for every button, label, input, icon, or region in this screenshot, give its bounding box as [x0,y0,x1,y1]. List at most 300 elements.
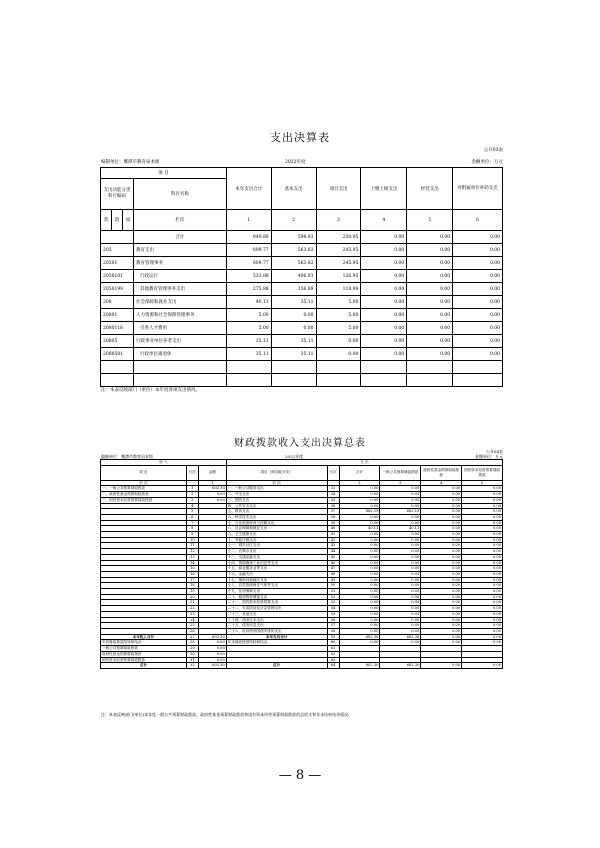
row-code: 2080501 [101,348,134,361]
col-index-label: 栏次 [133,210,226,231]
row-code: 2050199 [101,283,134,296]
cell: 0.00 [380,640,421,646]
cell: 5 [186,509,198,515]
expense-item: 十九、住房保障支出 [226,589,327,595]
sum-row [101,663,503,669]
cell: 0.00 [407,322,453,335]
cell: 0.00 [361,257,407,270]
cell: 0.00 [421,594,462,600]
cell: 59 [327,634,339,640]
cell: 0.00 [421,611,462,617]
cell: 0.00 [462,532,503,538]
cell: 0.00 [421,606,462,612]
cell: 8 [186,526,198,532]
col-header-1: 本年支出合计 [226,168,271,210]
cell: 0.00 [462,634,503,640]
cell: 15 [186,566,198,572]
cell: 0.00 [462,623,503,629]
cell: 0.00 [462,606,503,612]
cell: 0.00 [462,554,503,560]
expense-item: 十三、交通运输支出 [226,554,327,560]
cell: 0.00 [421,600,462,606]
cell: 0.00 [380,549,421,555]
table-row [101,283,503,296]
cell: 46 [327,560,339,566]
expense-item: 十四、资源勘探工业信息等支出 [226,560,327,566]
table-row [101,309,503,322]
cell: 682.19 [380,509,421,515]
col-index: 1 [226,210,271,231]
exp-index: 5 [462,480,503,486]
col-header-5: 经营支出 [407,168,453,210]
lineno-label: 行次 [186,465,198,480]
cell: 33 [327,486,339,492]
cell: 0.00 [380,492,421,498]
expense-item: 二十四、债务还本支出 [226,617,327,623]
cell: 0.00 [339,554,380,560]
row-code: 20805 [101,335,134,348]
income-item: 二、政府性基金预算财政拨款 [101,492,187,498]
cell: 682.19 [339,509,380,515]
cell: 0.00 [339,583,380,589]
cell: 0.00 [380,532,421,538]
cell: 0.00 [339,532,380,538]
cell: 0.00 [421,634,462,640]
cell: 24 [186,617,198,623]
cell: 2 [186,492,198,498]
row-name: 引进人才费用 [133,322,226,335]
cell: 0.00 [380,543,421,549]
cell: 0.00 [462,566,503,572]
cell: 0.00 [421,486,462,492]
cell: 39 [327,520,339,526]
cell: 3 [186,497,198,503]
cell: 0.00 [339,514,380,520]
cell: 809.77 [226,244,271,257]
cell: 809.77 [226,257,271,270]
cell: 0.00 [339,520,380,526]
cell: 0.00 [380,566,421,572]
cell: 602.30 [198,634,226,640]
cell: 0.00 [339,503,380,509]
cell: 52 [327,594,339,600]
total-row [101,231,503,244]
cell: 0.00 [339,486,380,492]
cell: 245.95 [316,244,361,257]
cell: 0.00 [339,549,380,555]
cell: 0.00 [421,571,462,577]
cell: 7 [186,520,198,526]
table2-money-unit: 金额单位：万元 [475,454,503,459]
row-name: 行政单位离退休 [133,348,226,361]
income-item: 一般公共预算财政拨款 [101,646,187,652]
cell: 0.00 [462,583,503,589]
cell: 17 [186,577,198,583]
cell: 0.00 [453,309,503,322]
col-index: 4 [361,210,407,231]
cell: 21 [186,600,198,606]
cell: 0.00 [271,309,316,322]
cell: 57 [327,623,339,629]
cell: 533.88 [226,270,271,283]
cell: 40.11 [380,526,421,532]
fiscal-appropriation-table [100,459,503,669]
row-code: 20801 [101,309,134,322]
cell: 0.00 [380,537,421,543]
cell: 44 [327,549,339,555]
table2-note: 注：本表反映部门(单位)本年度一般公共预算财政拨款、政府性基金预算财政拨款和国有资本经营预算财政拨款的总收支和年末结转结余情况。 [101,712,353,717]
cell: 29 [186,646,198,652]
header-item: 项 目 [101,168,227,179]
cell: 563.82 [271,257,316,270]
expense-item: 二十、粮油物资储备支出 [226,594,327,600]
row-code: 208 [101,296,134,309]
cell: 13 [186,554,198,560]
cell: 0.00 [407,231,453,244]
cell: 28 [186,640,198,646]
cell: 64 [327,663,339,669]
income-item: 三、国有资本经营预算财政拨款 [101,497,187,503]
cell: 42 [327,537,339,543]
row-name: 其他教育管理事务支出 [133,283,226,296]
expense-item: 六、科学技术支出 [226,514,327,520]
exp-index: 4 [421,480,462,486]
cell: 56 [327,617,339,623]
cell: 23 [186,611,198,617]
cell: 0.00 [407,257,453,270]
col-index: 6 [453,210,503,231]
expense-item: 十六、金融支出 [226,571,327,577]
cell: 0.00 [453,270,503,283]
cell: 0.00 [462,486,503,492]
cell: 0.00 [380,577,421,583]
cell: 31 [186,657,198,663]
cell: 0.00 [380,554,421,560]
class-label-lei: 类 [101,210,112,231]
cell: 30 [186,651,198,657]
cell: 0.00 [462,503,503,509]
cell: 6 [186,514,198,520]
cell: 0.00 [339,543,380,549]
cell: 18 [186,583,198,589]
item-label: 项 目 [101,465,187,480]
cell: 0.00 [453,283,503,296]
cell: 35.11 [271,335,316,348]
row-name: 教育管理事务 [133,257,226,270]
cell: 0.00 [339,560,380,566]
amount-label: 金额 [198,465,226,480]
table-row [101,348,503,361]
cell: 0.00 [198,657,226,663]
expense-item: 二十一、国有资本经营预算支出 [226,600,327,606]
col-header-3: 项目支出 [316,168,361,210]
cell: 49 [327,577,339,583]
cell: 16 [186,571,198,577]
total-label: 合计 [133,231,226,244]
cell: 0.00 [462,549,503,555]
row-name: 社会保障和就业支出 [133,296,226,309]
cell: 0.00 [339,589,380,595]
cell: 35.11 [226,335,271,348]
cell: 0.00 [361,270,407,283]
cell: 156.89 [271,283,316,296]
cell: 0.00 [380,589,421,595]
exp-index: 3 [380,480,421,486]
expense-item: 五、教育支出 [226,509,327,515]
cell: 54 [327,606,339,612]
cell: 9 [186,532,198,538]
cell: 40 [327,526,339,532]
index-label: 栏 次 [101,480,187,486]
cell: 5.00 [316,322,361,335]
cell: 0.00 [380,571,421,577]
income-item: 政府性基金预算财政拨款 [101,651,187,657]
income-item: 一、一般公共预算财政拨款 [101,486,187,492]
row-code: 2080116 [101,322,134,335]
cell: 0.00 [339,600,380,606]
cell: 0.00 [421,617,462,623]
table-row [101,335,503,348]
cell: 0.00 [361,309,407,322]
col-header-2: 基本支出 [271,168,316,210]
cell: 0.00 [421,628,462,634]
cell: 50 [327,583,339,589]
cell: 0.00 [462,537,503,543]
cell: 0.00 [316,348,361,361]
expenditure-table [100,167,503,387]
cell: 4 [186,503,198,509]
cell: 38 [327,514,339,520]
cell: 0.00 [198,646,226,652]
expense-item: 十、节能环保支出 [226,537,327,543]
cell: 0.00 [407,270,453,283]
col-head: 一般公共预算财政拨款 [380,465,421,480]
cell: 0.00 [198,640,226,646]
cell: 0.00 [421,583,462,589]
cell: 0.00 [453,335,503,348]
cell: 25 [186,623,198,629]
cell: 0.00 [462,640,503,646]
cell: 406.93 [271,270,316,283]
row-code: 205 [101,244,134,257]
cell: 0.00 [453,231,503,244]
cell: 47 [327,566,339,572]
cell: 0.00 [421,526,462,532]
cell: 0.00 [361,296,407,309]
income-header: 收 入 [101,460,227,466]
income-item: 年初财政拨款结转和结余 [101,640,187,646]
cell: 0.00 [407,296,453,309]
cell: 35.11 [226,348,271,361]
expense-item: 二、外交支出 [226,492,327,498]
cell: 682.30 [380,663,421,669]
cell: 0.00 [462,589,503,595]
cell: 35.11 [271,348,316,361]
code-header: 支出功能分类科目编码 [101,179,134,210]
page-number: — 8 — [278,768,322,783]
cell: 0.00 [421,589,462,595]
cell: 10 [186,537,198,543]
cell: 0.00 [339,623,380,629]
cell: 598.93 [271,231,316,244]
cell: 0.00 [339,566,380,572]
row-name: 行政运行 [133,270,226,283]
expense-item: 十二、农林水支出 [226,549,327,555]
cell: 0.00 [462,526,503,532]
cell: 1 [186,486,198,492]
col-index: 2 [271,210,316,231]
expense-item: 二十五、债务付息支出 [226,623,327,629]
table-row [101,296,503,309]
cell: 682.30 [380,634,421,640]
cell: 0.00 [339,577,380,583]
cell: 0.00 [339,617,380,623]
cell: 0.00 [361,348,407,361]
name-header: 科目名称 [133,179,226,210]
cell: 0.00 [339,594,380,600]
cell: 0.00 [339,640,380,646]
table1-form-code: 公开03表 [483,148,503,153]
cell: 0.00 [453,244,503,257]
cell: 26 [186,628,198,634]
row-code: 20501 [101,257,134,270]
cell: 0.00 [380,520,421,526]
cell: 0.00 [380,594,421,600]
cell: 27 [186,634,198,640]
cell: 0.00 [421,509,462,515]
sum-label: 总计 [101,663,187,669]
cell: 0.00 [462,514,503,520]
cell: 0.00 [339,497,380,503]
cell: 0.00 [462,663,503,669]
cell: 55 [327,611,339,617]
cell: 32 [186,663,198,669]
cell: 0.00 [339,537,380,543]
cell: 0.00 [462,594,503,600]
cell: 0.00 [198,497,226,503]
cell: 36 [327,503,339,509]
cell: 0.00 [462,492,503,498]
cell: 0.00 [407,348,453,361]
table2-year: 2022年度 [285,454,304,459]
cell: 0.00 [380,486,421,492]
cell: 0.00 [421,492,462,498]
expense-item: 十一、城乡社区支出 [226,543,327,549]
cell: 19 [186,589,198,595]
cell: 0.00 [462,497,503,503]
cell: 0.00 [407,283,453,296]
cell: 0.00 [421,520,462,526]
cell: 48 [327,571,339,577]
cell: 682.30 [339,663,380,669]
cell: 0.00 [380,503,421,509]
table1-title: 支出决算表 [270,131,330,144]
cell: 60 [327,640,339,646]
row-name: 行政事业单位养老支出 [133,335,226,348]
class-label-kuan: 款 [111,210,122,231]
cell: 0.00 [380,611,421,617]
cell: 5.00 [226,322,271,335]
cell: 0.00 [462,571,503,577]
row-name: 教育支出 [133,244,226,257]
col-head: 国有资本经营预算财政拨款 [462,465,503,480]
cell: 0.00 [380,628,421,634]
cell: 34 [327,492,339,498]
cell: 602.30 [198,486,226,492]
cell: 41 [327,532,339,538]
cell: 563.82 [271,244,316,257]
cell: 0.00 [198,651,226,657]
cell: 0.00 [339,611,380,617]
cell: 0.00 [339,571,380,577]
cell: 61 [327,646,339,652]
table1-year: 2022年度 [285,160,306,165]
cell: 0.00 [271,322,316,335]
cell: 0.00 [361,335,407,348]
cell: 63 [327,657,339,663]
cell: 0.00 [380,497,421,503]
cell: 0.00 [421,663,462,669]
cell: 0.00 [421,554,462,560]
cell: 0.00 [421,566,462,572]
cell: 0.00 [421,503,462,509]
cell: 118.99 [316,283,361,296]
cell: 0.00 [421,577,462,583]
income-item: 国有资本经营预算财政拨款 [101,657,187,663]
cell: 20 [186,594,198,600]
cell: 0.00 [380,560,421,566]
exp-index: 2 [339,480,380,486]
cell: 0.00 [421,549,462,555]
table2-title: 财政拨款收入支出决算总表 [234,438,366,449]
cell: 0.00 [421,537,462,543]
cell: 0.00 [361,244,407,257]
cell: 0.00 [380,617,421,623]
col-header-6: 对附属单位补助支出 [453,168,503,210]
expense-item: 十七、援助其他地区支出 [226,577,327,583]
cell: 126.95 [316,270,361,283]
exp-lineno-label: 行次 [327,465,339,480]
cell: 0.00 [421,514,462,520]
expense-item: 二十二、灾害防治及应急管理支出 [226,606,327,612]
cell: 0.00 [462,543,503,549]
row-code: 2050101 [101,270,134,283]
cell: 0.00 [462,577,503,583]
cell: 0.00 [361,283,407,296]
cell: 0.00 [316,335,361,348]
cell: 0.00 [407,244,453,257]
class-label-xiang: 项 [122,210,133,231]
expense-header: 支 出 [226,460,502,466]
expense-item: 九、卫生健康支出 [226,532,327,538]
cell: 62 [327,651,339,657]
table2-unit: 编制单位：鹰潭市教育局本级 [101,454,153,459]
cell: 0.00 [462,600,503,606]
col-header-4: 上缴上级支出 [361,168,407,210]
expense-item: 一、一般公共服务支出 [226,486,327,492]
cell: 35.11 [271,296,316,309]
exp-item-label: 项目（按功能分类） [226,465,327,480]
cell: 0.00 [453,322,503,335]
cell: 0.00 [462,611,503,617]
cell: 37 [327,509,339,515]
cell: 14 [186,560,198,566]
cell: 0.00 [453,257,503,270]
table1-note: 注：本表反映部门（单位）本年度各项支出情况。 [101,388,200,393]
cell: 0.00 [361,231,407,244]
row-name: 人力资源和社会保障管理事务 [133,309,226,322]
cell: 5.00 [316,296,361,309]
